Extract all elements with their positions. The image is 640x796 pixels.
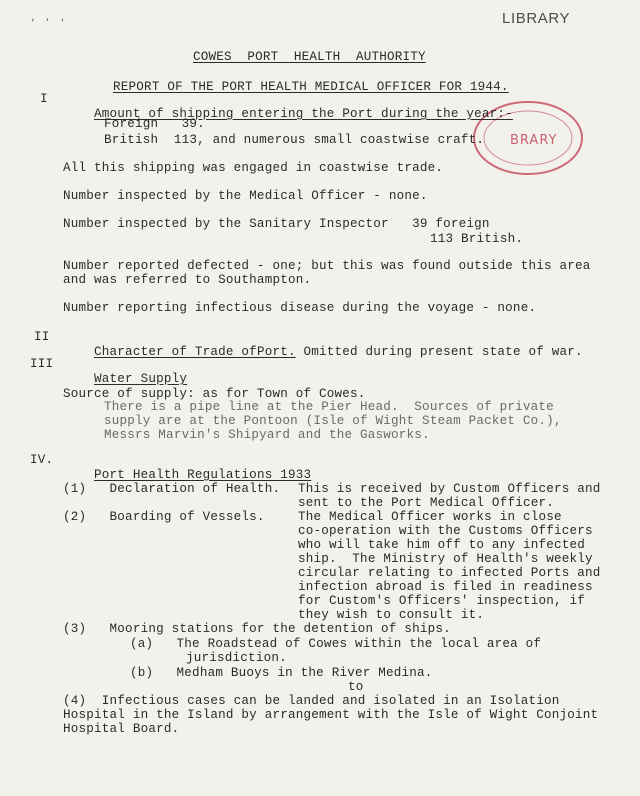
corner-marks: ‘ ’ ‘: [30, 18, 68, 28]
foreign-count: Foreign 39.: [104, 117, 205, 131]
coastwise-note: All this shipping was engaged in coastwise trade.: [63, 161, 444, 175]
british-count: British 113, and numerous small coastwise craft.: [104, 133, 485, 147]
item-2-text-1: The Medical Officer works in close: [298, 510, 562, 524]
item-1-text-2: sent to the Port Medical Officer.: [298, 496, 554, 510]
section-4-heading: Port Health Regulations 1933: [94, 468, 312, 482]
item-4-line-2: Hospital in the Island by arrangement with the Isle of Wight Conjoint: [63, 708, 599, 722]
inspected-medical-officer: Number inspected by the Medical Officer - none.: [63, 189, 428, 203]
library-stamp: LIBRARY: [502, 10, 571, 27]
report-title: REPORT OF THE PORT HEALTH MEDICAL OFFICER FOR 1944.: [113, 80, 509, 94]
section-4-numeral: IV.: [30, 453, 54, 467]
item-2-text-8: they wish to consult it.: [298, 608, 485, 622]
defected-line-2: and was referred to Southampton.: [63, 273, 312, 287]
section-3-heading: Water Supply: [94, 372, 188, 386]
item-2-text-7: for Custom's Officers' inspection, if: [298, 594, 586, 608]
infectious-disease-note: Number reporting infectious disease during the voyage - none.: [63, 301, 537, 315]
section-2-text: Omitted during present state of war.: [295, 345, 583, 359]
item-2-text-6: infection abroad is filed in readiness: [298, 580, 593, 594]
water-supply-line-4: Messrs Marvin's Shipyard and the Gasworks.: [104, 428, 430, 442]
item-1-label: (1) Declaration of Health.: [63, 482, 281, 496]
item-2-text-2: co-operation with the Customs Officers: [298, 524, 593, 538]
item-3-heading: (3) Mooring stations for the detention of ships.: [63, 622, 451, 636]
inspected-sanitary-british: 113 British.: [430, 232, 524, 246]
defected-line-1: Number reported defected - one; but this was found outside this area: [63, 259, 591, 273]
item-3-to: to: [348, 680, 364, 694]
item-1-text-1: This is received by Custom Officers and: [298, 482, 601, 496]
water-supply-line-3: supply are at the Pontoon (Isle of Wight Steam Packet Co.),: [104, 414, 562, 428]
svg-text:BRARY: BRARY: [510, 133, 558, 148]
item-2-text-5: circular relating to infected Ports and: [298, 566, 601, 580]
item-4-line-3: Hospital Board.: [63, 722, 180, 736]
item-2-text-3: who will take him off to any infected: [298, 538, 586, 552]
item-3a-line-2: jurisdiction.: [186, 651, 287, 665]
item-3a-line-1: (a) The Roadstead of Cowes within the local area of: [130, 637, 542, 651]
item-3b: (b) Medham Buoys in the River Medina.: [130, 666, 433, 680]
section-2-numeral: II: [34, 330, 50, 344]
section-2-heading: Character of Trade ofPort.: [94, 345, 296, 359]
water-supply-line-2: There is a pipe line at the Pier Head. Sources of private: [104, 400, 554, 414]
water-source: Source of supply: as for Town of Cowes.: [63, 387, 366, 401]
inspected-sanitary-inspector: Number inspected by the Sanitary Inspector 39 foreign: [63, 217, 490, 231]
section-1-numeral: I: [40, 92, 48, 106]
item-2-text-4: ship. The Ministry of Health's weekly: [298, 552, 593, 566]
section-3-numeral: III: [30, 357, 54, 371]
authority-heading: COWES PORT HEALTH AUTHORITY: [193, 50, 426, 64]
item-4-line-1: (4) Infectious cases can be landed and isolated in an Isolation: [63, 694, 560, 708]
item-2-label: (2) Boarding of Vessels.: [63, 510, 265, 524]
section-1-heading: Amount of shipping entering the Port during the year:-: [94, 107, 513, 121]
